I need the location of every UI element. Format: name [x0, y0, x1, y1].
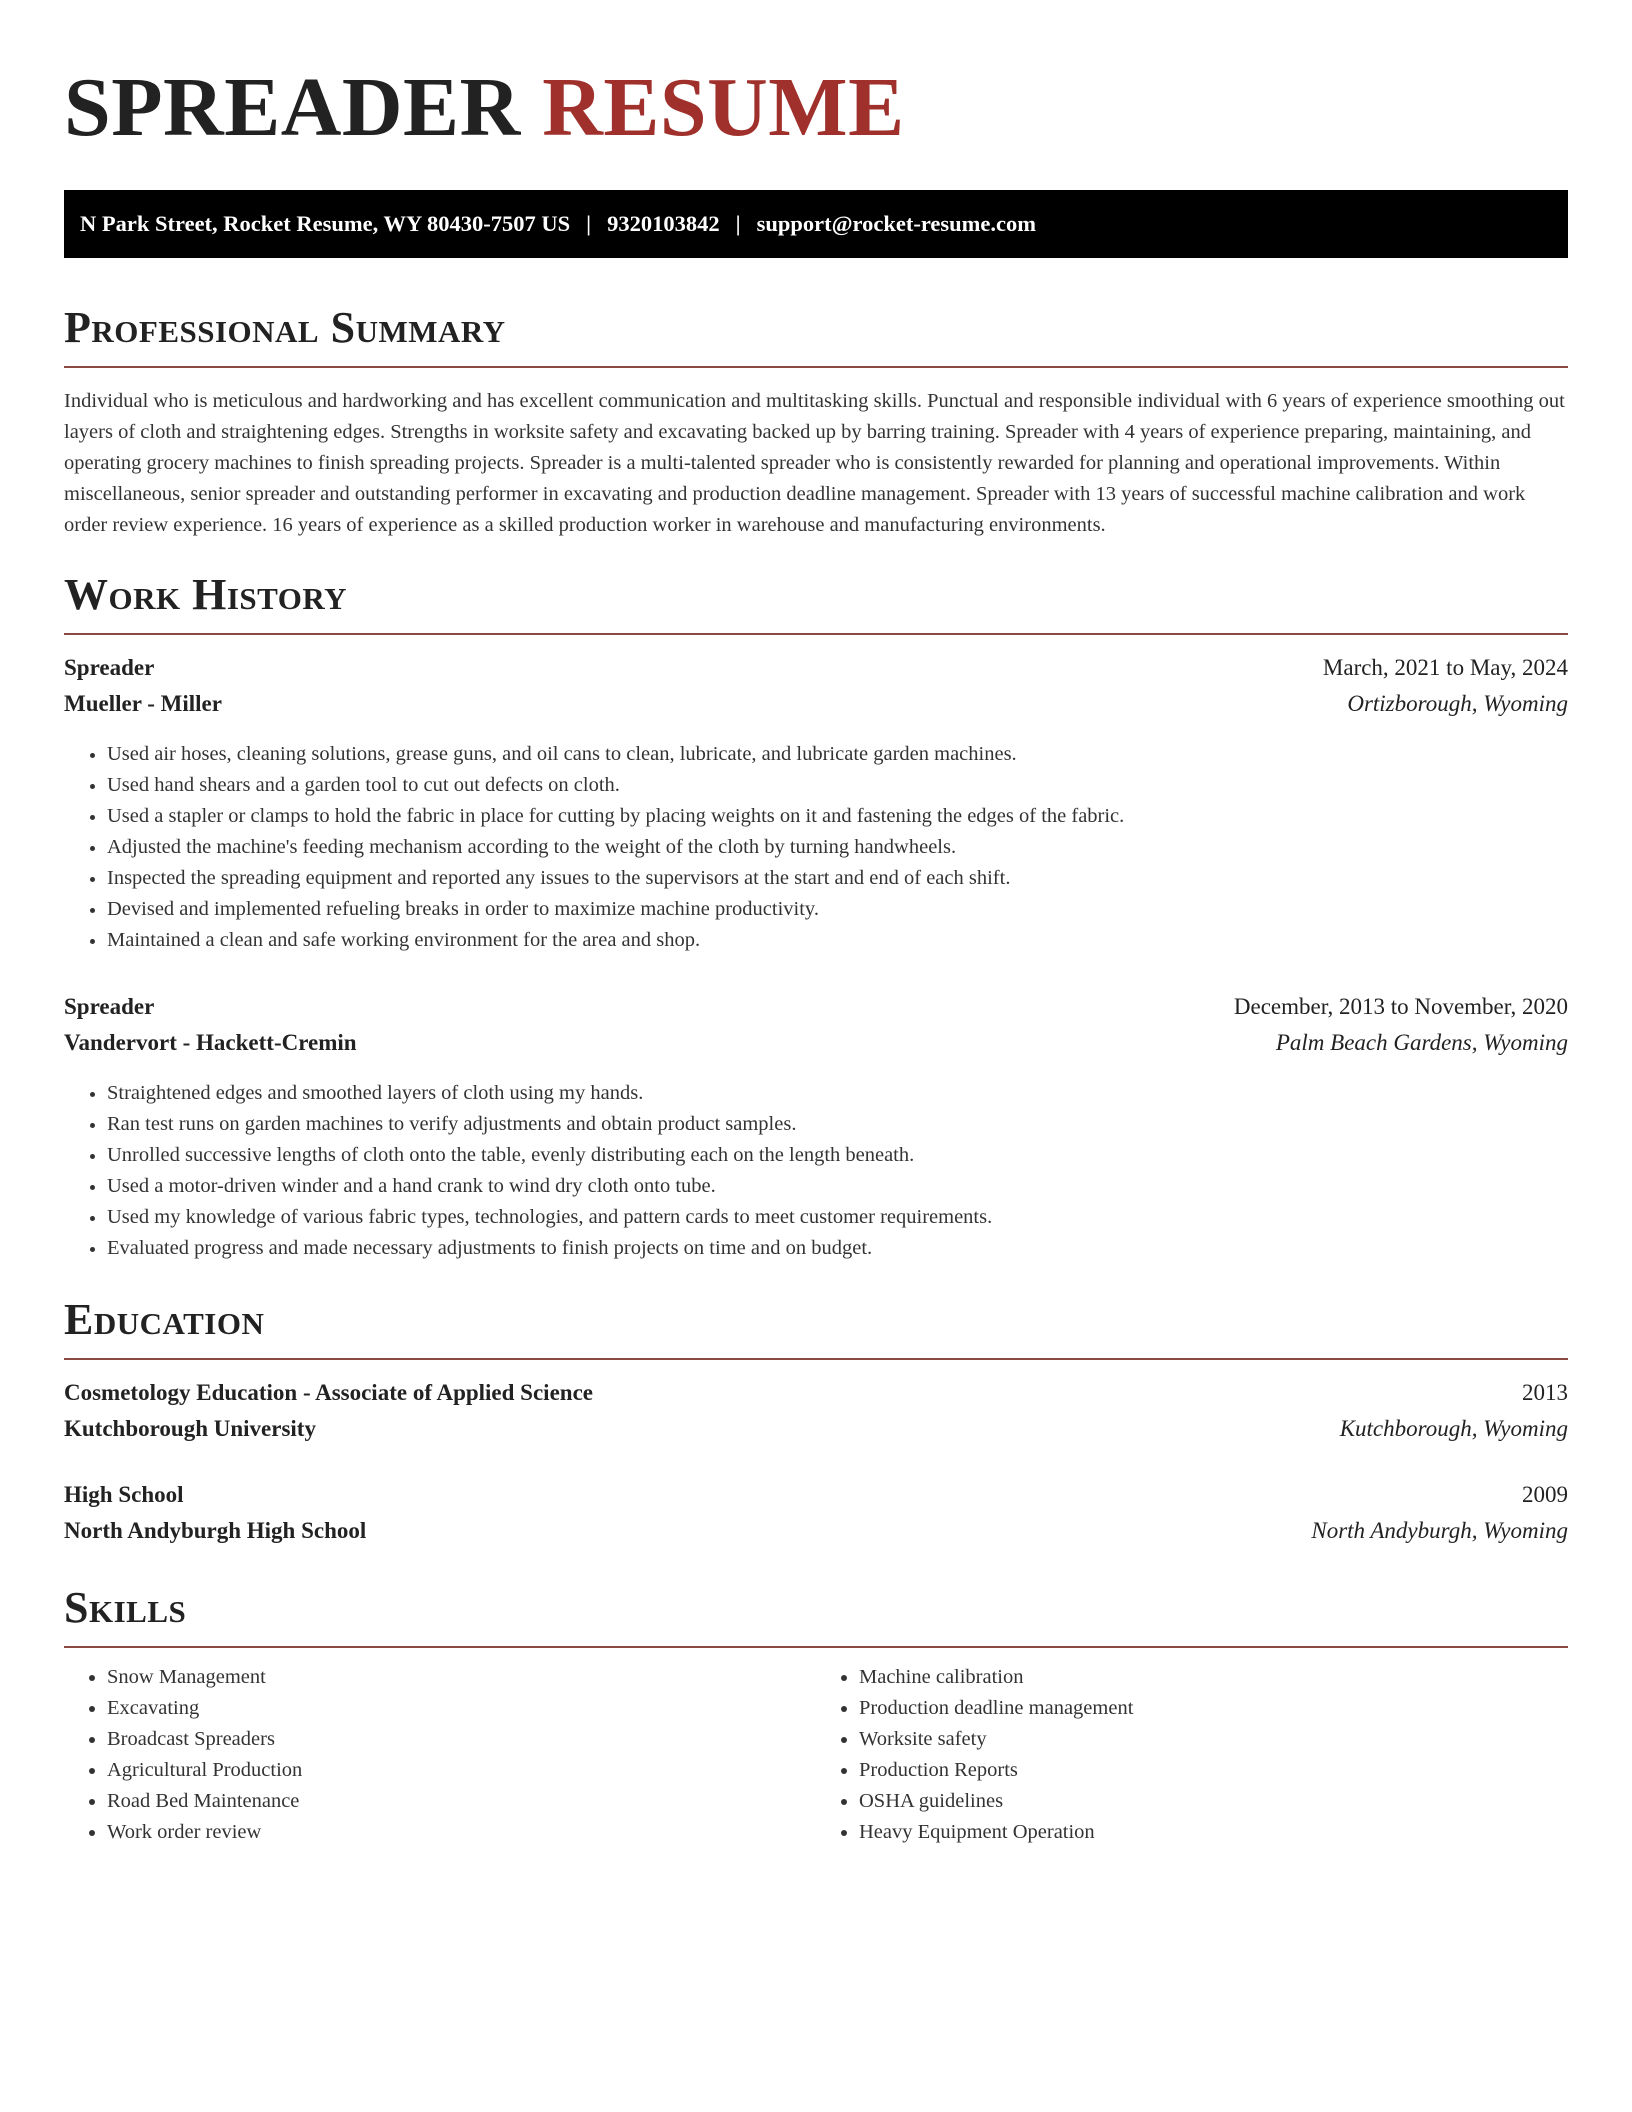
job-bullets — [64, 739, 1568, 956]
list-item: • Excavating — [107, 1693, 816, 1724]
job-dates: March, 2021 to May, 2024 — [1322, 655, 1568, 680]
list-item: • Work order review — [107, 1817, 816, 1848]
education-school-row — [64, 1416, 1568, 1452]
list-item: • Inspected the spreading equipment and reported any issues to the supervisors at the start and end of each shift. — [107, 863, 1568, 894]
education-title: Education — [64, 1295, 265, 1344]
education-entry — [64, 1380, 1568, 1452]
contact-separator: | — [586, 211, 592, 236]
list-item: • Heavy Equipment Operation — [859, 1817, 1568, 1848]
list-item: • Straightened edges and smoothed layers of cloth using my hands. — [107, 1078, 1568, 1109]
job-header-row — [64, 655, 1568, 691]
skills-list-left — [64, 1662, 816, 1848]
list-item: • Snow Management — [107, 1662, 816, 1693]
list-item: • Worksite safety — [859, 1724, 1568, 1755]
job-role: Spreader — [64, 994, 155, 1019]
list-item: • Unrolled successive lengths of cloth onto the table, evenly distributing each on the length beneath. — [107, 1140, 1568, 1171]
work-history-title: Work History — [64, 570, 348, 619]
list-item: • Used a motor-driven winder and a hand crank to wind dry cloth onto tube. — [107, 1171, 1568, 1202]
name-first: SPREADER — [64, 61, 521, 154]
job-dates: December, 2013 to November, 2020 — [1233, 994, 1568, 1019]
job-bullets — [64, 1078, 1568, 1264]
job-location: Palm Beach Gardens, Wyoming — [1275, 1030, 1568, 1055]
skills-columns — [64, 1662, 1568, 1848]
list-item: • Machine calibration — [859, 1662, 1568, 1693]
list-item: • Adjusted the machine's feeding mechanism according to the weight of the cloth by turning handwheels. — [107, 832, 1568, 863]
contact-phone: 9320103842 — [607, 211, 720, 236]
contact-separator: | — [735, 211, 741, 236]
section-divider — [64, 366, 1568, 368]
list-item: • Agricultural Production — [107, 1755, 816, 1786]
education-school: Kutchborough University — [64, 1416, 316, 1441]
job-company: Vandervort - Hackett-Cremin — [64, 1030, 357, 1055]
list-item: • Devised and implemented refueling breaks in order to maximize machine productivity. — [107, 894, 1568, 925]
summary-title: Professional Summary — [64, 303, 506, 352]
job-location: Ortizborough, Wyoming — [1347, 691, 1568, 716]
education-degree: Cosmetology Education - Associate of Applied Science — [64, 1380, 593, 1405]
education-section — [64, 1294, 1568, 1554]
section-divider — [64, 633, 1568, 635]
education-degree: High School — [64, 1482, 184, 1507]
education-entry — [64, 1482, 1568, 1554]
education-year: 2013 — [1522, 1380, 1568, 1405]
list-item: • Production Reports — [859, 1755, 1568, 1786]
section-divider — [64, 1646, 1568, 1648]
list-item: • Maintained a clean and safe working environment for the area and shop. — [107, 925, 1568, 956]
work-history-section — [64, 569, 1568, 1264]
list-item: • Ran test runs on garden machines to verify adjustments and obtain product samples. — [107, 1109, 1568, 1140]
skills-title: Skills — [64, 1583, 187, 1632]
contact-address: N Park Street, Rocket Resume, WY 80430-7507 US — [80, 211, 571, 236]
list-item: • Evaluated progress and made necessary adjustments to finish projects on time and on budget. — [107, 1233, 1568, 1264]
resume-name — [64, 56, 1568, 156]
education-school-row — [64, 1518, 1568, 1554]
education-school: North Andyburgh High School — [64, 1518, 367, 1543]
list-item: • Road Bed Maintenance — [107, 1786, 816, 1817]
education-location: Kutchborough, Wyoming — [1339, 1416, 1568, 1441]
education-degree-row — [64, 1482, 1568, 1518]
list-item: • Production deadline management — [859, 1693, 1568, 1724]
summary-section — [64, 302, 1568, 541]
list-item: • Used a stapler or clamps to hold the fabric in place for cutting by placing weights on it and fastening the edges of the fabric. — [107, 801, 1568, 832]
list-item: • Used air hoses, cleaning solutions, grease guns, and oil cans to clean, lubricate, and lubricate garden machines. — [107, 739, 1568, 770]
list-item: • Used my knowledge of various fabric types, technologies, and pattern cards to meet customer requirements. — [107, 1202, 1568, 1233]
list-item: • Used hand shears and a garden tool to cut out defects on cloth. — [107, 770, 1568, 801]
name-last: RESUME — [542, 61, 905, 154]
contact-bar — [64, 190, 1568, 258]
education-degree-row — [64, 1380, 1568, 1416]
job-header-row — [64, 994, 1568, 1030]
education-year: 2009 — [1522, 1482, 1568, 1507]
job-role: Spreader — [64, 655, 155, 680]
skills-section — [64, 1582, 1568, 1848]
list-item: • OSHA guidelines — [859, 1786, 1568, 1817]
summary-text: Individual who is meticulous and hardworking and has excellent communication and multitasking skills. Punctual and responsible individual with 6 years of experience smoothing out layers of cloth and straightening edges. Strengths in worksite safety and excavating backed up by barring training. Spreader with 4 years of experience preparing, maintaining, and operating grocery machines to finish spreading projects. Spreader is a multi-talented spreader who is consistently rewarded for planning and operational improvements. Within miscellaneous, senior spreader and outstanding performer in excavating and production deadline management. Spreader with 13 years of successful machine calibration and work order review experience. 16 years of experience as a skilled production worker in warehouse and manufacturing environments. — [64, 390, 1565, 536]
job-company-row — [64, 1030, 1568, 1066]
job-company-row — [64, 691, 1568, 727]
job-company: Mueller - Miller — [64, 691, 222, 716]
job-entry — [64, 655, 1568, 956]
skills-list-right — [816, 1662, 1568, 1848]
contact-email: support@rocket-resume.com — [756, 211, 1037, 236]
section-divider — [64, 1358, 1568, 1360]
job-entry — [64, 994, 1568, 1264]
list-item: • Broadcast Spreaders — [107, 1724, 816, 1755]
education-location: North Andyburgh, Wyoming — [1311, 1518, 1568, 1543]
